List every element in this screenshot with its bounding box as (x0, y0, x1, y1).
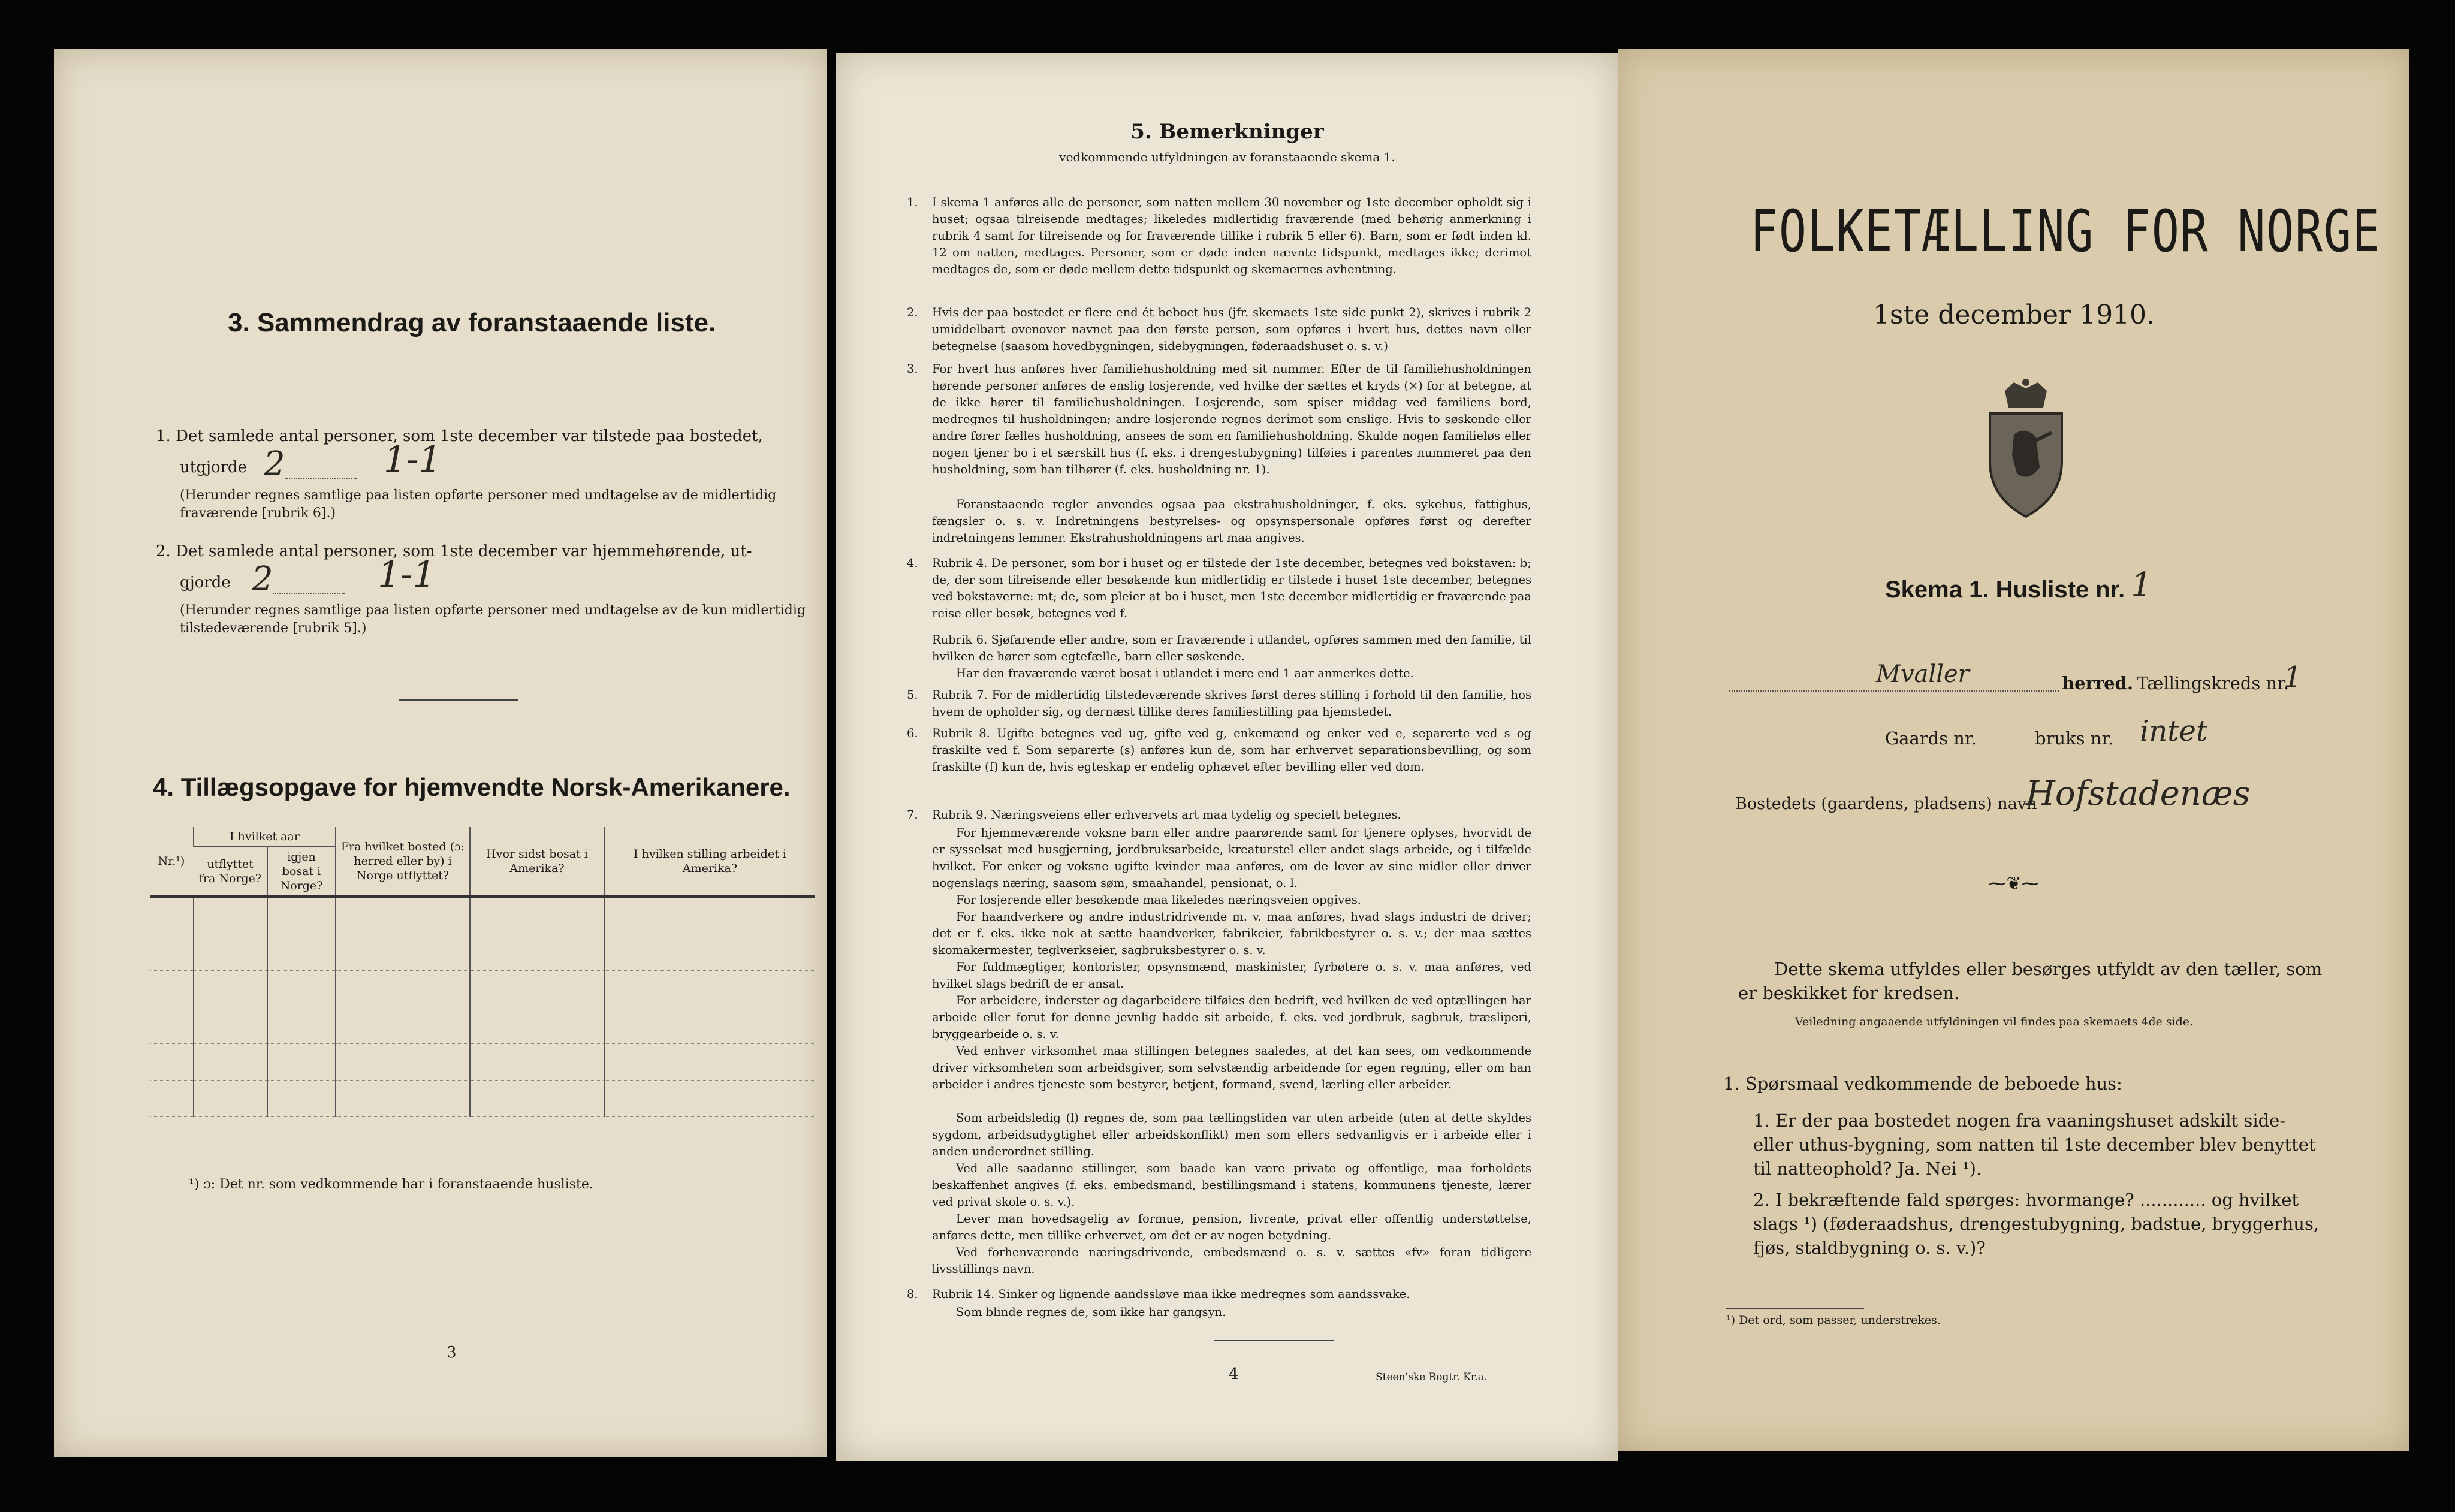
dotted-line (285, 478, 357, 479)
remark-7g: Som arbeidsledig (l) regnes de, som paa tællingstiden var uten arbeide (uten at dette skyldes sygdom, arbeidsudygtighet eller arbeidskonflikt) men som ellers sedvanligvis er i arbeide eller i anden underordnet stilling. (932, 1111, 1531, 1158)
remarks-subtitle: vedkommende utfyldningen av foranstaaende skema 1. (1059, 150, 1395, 164)
summary-item-1-text: 1. Det samlede antal personer, som 1ste december var tilstede paa bostedet, (156, 427, 763, 445)
question-1: 1. Er der paa bostedet nogen fra vaaningshuset adskilt side- eller uthus-bygning, som natten til 1ste december blev benyttet til natteophold? Ja. Nei ¹). (1753, 1110, 2316, 1179)
remark-7d: For fuldmægtiger, kontorister, opsynsmænd, maskinister, fyrbøtere o. s. v. maa anføres, ved hvilket slags bedrift de er ansat. (932, 960, 1531, 991)
table-row (150, 1044, 815, 1081)
divider (399, 699, 518, 701)
remark-4: 4. Rubrik 4. De personer, som bor i huset og er tilstede der 1ste december, betegnes ved bokstaven: b; de, der som tilreisende eller besøkende kun midlertidig er tilstede i huset 1ste december, betegnes ved bokstaverne: mt; de, som pleier at bo i huset, men 1ste december midlertidig er fraværende paa reise eller besøk, betegnes ved f. (907, 556, 1531, 620)
remarks-title: 5. Bemerkninger (1130, 120, 1324, 144)
section3-title: 3. Sammendrag av foranstaaende liste. (228, 308, 716, 337)
table-row (150, 897, 815, 934)
remark-2: 2. Hvis der paa bostedet er flere end ét beboet hus (jfr. skemaets 1ste side punkt 2), skrives i rubrik 2 umiddelbart ovenover navnet paa den første person, som opføres i hvert hus, dettes navn eller betegnelse (saasom hovedbygningen, sidebygningen, føderaadshuset o. s. v.) (907, 306, 1531, 353)
skema-label: Skema 1. Husliste nr. (1885, 577, 2125, 603)
bruks-handwritten: intet (2140, 714, 2208, 748)
norsk-amerikanere-table (150, 827, 815, 1117)
summary-item-2-value: 2 (252, 560, 273, 599)
remark-3: 3. For hvert hus anføres hver familiehusholdning med sit nummer. Efter de til familiehusholdningen hørende personer anføres de enslig losjerende, ved hvilke der sættes et kryds (×) for at betegne, at de ikke hører til familiehusholdningen. Losjerende, som spiser middag ved familiens bord, medregnes til husholdningen; andre losjerende regnes derimot som enslige. Hvis to søskende eller andre fører fælles husholdning, ansees de som en familiehusholdning. Skulde nogen familieløs eller nogen tjener bo i et særskilt hus (f. eks. i drengestubygning) tilføies i parentes nummeret paa den husholdning, som han tilhører (f. eks. husholdning nr. 1). (907, 362, 1531, 476)
remark-6: 6. Rubrik 8. Ugifte betegnes ved ug, gifte ved g, enkemænd og enker ved e, separerte ved s og fraskilte ved f. Som separerte (s) anføres kun de, som har erhvervet separationsbevilling, og som fraskilte (f) kun de, hvis egteskap er endelig ophævet efter bevilling eller ved dom. (907, 726, 1531, 774)
col-group-aar: I hvilket aar (194, 827, 336, 847)
remark-7j: Ved forhenværende næringsdrivende, embedsmænd o. s. v. sættes «fv» foran tidligere livsstillings navn. (932, 1245, 1531, 1276)
summary-item-2-handwritten: 1-1 (378, 554, 436, 596)
remark-8b: Som blinde regnes de, som ikke har gangsyn. (956, 1305, 1226, 1319)
herred-handwritten: Mvaller (1876, 660, 1970, 688)
remark-7a: For hjemmeværende voksne barn eller andre paarørende samt for tjenere oplyses, hvorvidt de er sysselsat med husgjerning, jordbruksarbeide, kreaturstel eller andet slags arbeide, og i tilfælde hvilket. For enker og voksne ugifte kvinder maa anføres, om de lever av sine midler eller driver nogenslags næring, saasom søm, smaahandel, pensionat, o. l. (932, 826, 1531, 890)
divider (1214, 1340, 1334, 1341)
col-bosted: Fra hvilket bosted (ɔ: herred eller by) i Norge utflyttet? (336, 827, 470, 897)
col-stilling: I hvilken stilling arbeidet i Amerika? (604, 827, 815, 897)
remark-7c: For haandverkere og andre industridrivende m. v. maa anføres, hvad slags industri de driver; det er f. eks. ikke nok at sætte haandverker, fabrikeier, fabrikbestyrer o. s. v.; der maa sættes skomakermester, teglverkseier, sagbruksbestyrer o. s. v. (932, 910, 1531, 957)
remark-5: 5. Rubrik 7. For de midlertidig tilstedeværende skrives først deres stilling i forhold til den familie, hos hvem de opholder sig, og dernæst tillike deres familiestilling paa hjemstedet. (907, 688, 1531, 719)
summary-item-1-value: 2 (264, 445, 285, 484)
page-number: 4 (1229, 1365, 1239, 1383)
summary-item-1-note: (Herunder regnes samtlige paa listen opførte personer med undtagelse av de midlertidig fraværende [rubrik 6].) (180, 488, 777, 521)
kreds-nr: 1 (2284, 660, 2302, 694)
middle-page (836, 53, 1618, 1461)
herred-label: herred. (2062, 673, 2133, 693)
remark-7b: For losjerende eller besøkende maa likeledes næringsveien opgives. (956, 893, 1361, 907)
summary-item-1-utgjorde: utgjorde (180, 458, 248, 476)
bosted-label: Bostedets (gaardens, pladsens) navn (1735, 795, 2037, 813)
remark-7i: Lever man hovedsagelig av formue, pension, livrente, privat eller offentlig understøttelse, anføres dette, men tillike erhvervet, om det er av nogen betydning. (932, 1212, 1531, 1242)
table-row (150, 934, 815, 971)
bruks-label: bruks nr. (2035, 728, 2114, 749)
summary-item-2-note: (Herunder regnes samtlige paa listen opførte personer med undtagelse av de kun midlertidig tilstedeværende [rubrik 5].) (180, 603, 806, 636)
remark-7h: Ved alle saadanne stillinger, som baade kan være private og offentlige, maa forholdets beskaffenhet angives (f. eks. embedsmand, bestillingsmand i statens, kommunens tjeneste, lærer ved privat skole o. s. v.). (932, 1161, 1531, 1209)
instruction-note: Veiledning angaaende utfyldningen vil findes paa skemaets 4de side. (1795, 1015, 2194, 1028)
instruction-text: Dette skema utfyldes eller besørges utfyldt av den tæller, som er beskikket for kredsen. (1738, 959, 2323, 1003)
table-row (150, 1081, 815, 1117)
remark-7: 7. Rubrik 9. Næringsveiens eller erhvervets art maa tydelig og specielt betegnes. (907, 808, 1401, 822)
printer-mark: Steen'ske Bogtr. Kr.a. (1376, 1371, 1488, 1383)
remark-3b: Foranstaaende regler anvendes ogsaa paa ekstrahusholdninger, f. eks. sykehus, fattighus, fængsler o. s. v. Indretningens bestyrelses- og opsynspersonale opføres først og derefter indretningens lemmer. Ekstrahusholdningens art maa angives. (932, 497, 1531, 545)
document-title: FOLKETÆLLING FOR NORGE (1750, 198, 2381, 265)
kreds-label: Tællingskreds nr. (2137, 673, 2290, 693)
col-utflyttet: utflyttet fra Norge? (198, 858, 262, 885)
remark-7e: For arbeidere, inderster og dagarbeidere tilføies den bedrift, ved hvilken de ved optællingen har arbeide eller forut for denne jevnlig hadde sit arbeide, f. eks. ved jordbruk, sagbruk, træsliperi, bryggearbeide o. s. v. (932, 994, 1531, 1041)
footnote: ¹) Det ord, som passer, understrekes. (1726, 1314, 1941, 1327)
summary-item-2-text: 2. Det samlede antal personer, som 1ste december var hjemmehørende, ut- (156, 542, 752, 560)
ornament-icon: ⁓❦⁓ (1988, 873, 2040, 894)
col-nr: Nr.¹) (150, 827, 194, 897)
section4-title: 4. Tillægsopgave for hjemvendte Norsk-Amerikanere. (153, 773, 791, 801)
col-igjen-bosat: igjen bosat i Norge? (267, 847, 336, 897)
gaards-label: Gaards nr. (1885, 728, 1977, 749)
remark-8: 8. Rubrik 14. Sinker og lignende aandssløve maa ikke medregnes som aandssvake. (907, 1287, 1410, 1301)
divider (1726, 1308, 1864, 1309)
husliste-nr: 1 (2131, 566, 2152, 605)
remark-4b: Rubrik 6. Sjøfarende eller andre, som er fraværende i utlandet, opføres sammen med den familie, til hvilken de hører som egtefælle, barn eller søskende. (932, 633, 1531, 663)
remark-4c: Har den fraværende været bosat i utlandet i mere end 1 aar anmerkes dette. (956, 666, 1414, 680)
page-number: 3 (447, 1344, 457, 1362)
table-row (150, 1007, 815, 1044)
footnote: ¹) ɔ: Det nr. som vedkommende har i foranstaaende husliste. (189, 1177, 593, 1192)
remark-1: 1. I skema 1 anføres alle de personer, som natten mellem 30 november og 1ste december opholdt sig i huset; ogsaa tilreisende medtages; likeledes midlertidig fraværende (med behørig anmerkning i rubrik 4 samt for tilreisende og for fraværende tillike i rubrik 5 eller 6). Barn, som er født inden kl. 12 om natten, medtages. Personer, som er døde inden nævnte tidspunkt, medtages ikke; derimot medtages de, som er døde mellem dette tidspunkt og skemaernes avhentning. (907, 195, 1531, 276)
question-2: 2. I bekræftende fald spørges: hvormange? ............ og hvilket slags ¹) (føderaadshus, drengestubygning, badstue, bryggerhus, fjøs, staldbygning o. s. v.)? (1753, 1190, 2320, 1258)
remark-7f: Ved enhver virksomhet maa stillingen betegnes saaledes, at det kan sees, om vedkommende driver virksomheten som arbeidsgiver, som selvstændig arbeidende for egen regning, eller om han arbeider i andres tjeneste som bestyrer, betjent, formand, svend, lærling eller arbeider. (932, 1044, 1531, 1091)
questions-header: 1. Spørsmaal vedkommende de beboede hus: (1723, 1073, 2122, 1094)
left-page (54, 49, 827, 1457)
summary-item-2-utgjorde: gjorde (180, 574, 231, 591)
census-date: 1ste december 1910. (1872, 300, 2155, 330)
dotted-line (273, 593, 345, 594)
table-row (150, 971, 815, 1007)
coat-of-arms-icon (1981, 378, 2071, 524)
bosted-handwritten: Hofstadenæs (2026, 774, 2251, 813)
summary-item-1-handwritten: 1-1 (384, 439, 442, 481)
dotted-line (1729, 690, 2059, 692)
right-page (1618, 49, 2409, 1451)
col-sidst-bosat: Hvor sidst bosat i Amerika? (470, 827, 604, 897)
